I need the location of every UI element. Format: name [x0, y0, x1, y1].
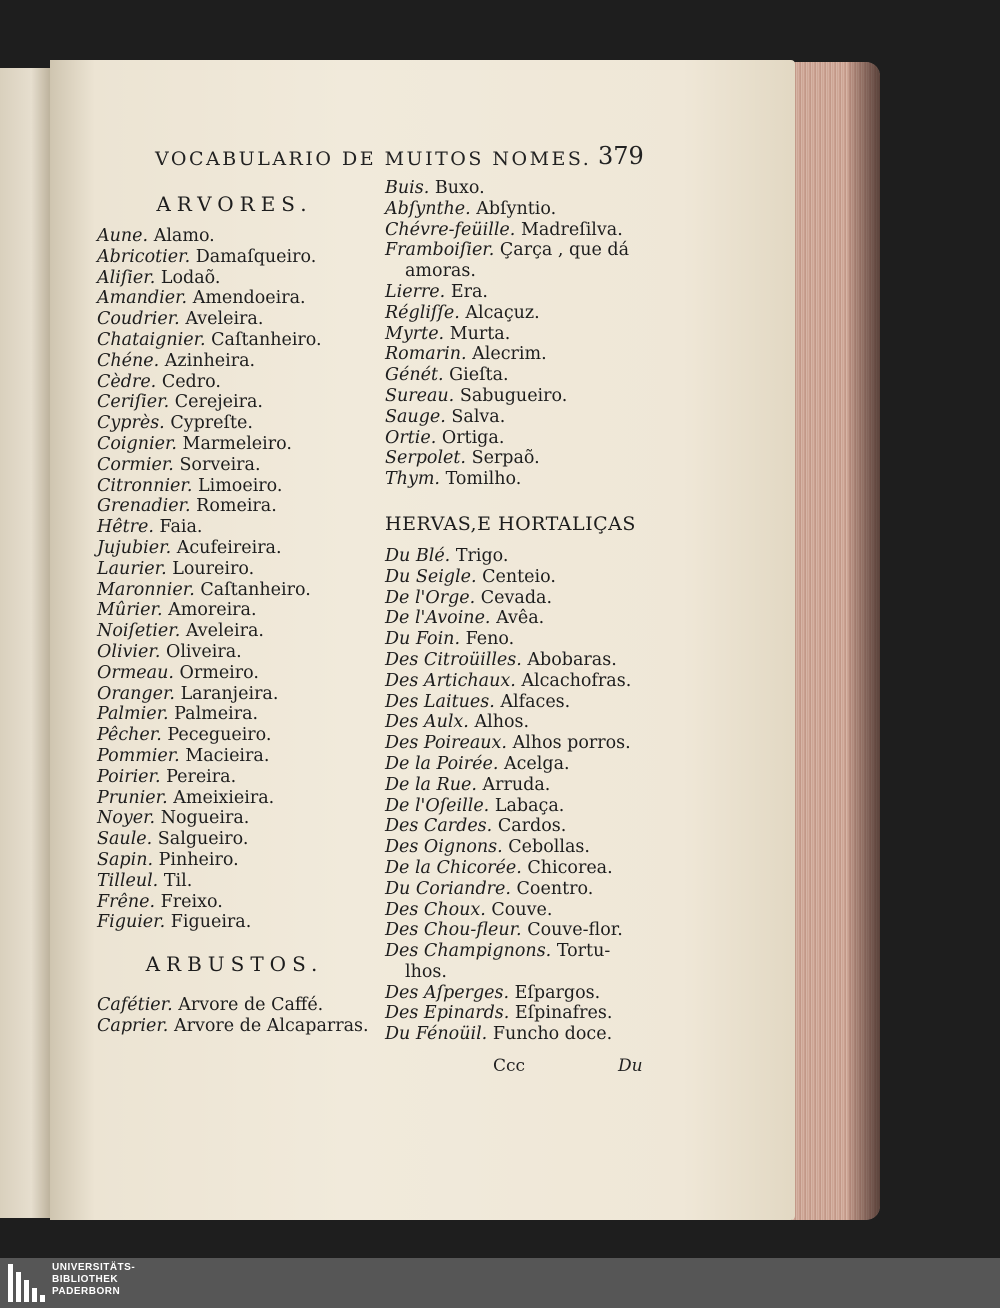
- entry-portuguese-term: Palmeira.: [174, 704, 259, 725]
- entry-line: [97, 580, 372, 601]
- entry-french-term: Saule.: [97, 829, 153, 850]
- entry-line: [97, 496, 372, 517]
- entry-line: [97, 912, 372, 933]
- running-title: VOCABULARIO DE MUITOS NOMES.: [155, 148, 592, 170]
- entry-french-term: Caprier.: [97, 1015, 169, 1036]
- entry-line: [97, 434, 372, 455]
- entry-portuguese-term: Alcaçuz.: [465, 302, 540, 323]
- entry-french-term: Abricotier.: [97, 246, 191, 267]
- entry-portuguese-term: Couve.: [491, 899, 553, 920]
- entry-french-term: Du Coriandre.: [385, 878, 511, 899]
- entry-line: [97, 850, 372, 871]
- entry-continuation: amoras.: [405, 261, 476, 282]
- entry-portuguese-term: Acelga.: [503, 753, 570, 774]
- entry-line: [385, 816, 660, 837]
- entry-line: [97, 330, 372, 351]
- signature-mark: Ccc: [493, 1056, 526, 1076]
- entry-french-term: Des Aulx.: [385, 712, 469, 733]
- entry-list-arbustos: [97, 995, 372, 1037]
- entry-portuguese-term: Sabugueiro.: [459, 385, 568, 406]
- entry-french-term: Coignier.: [97, 433, 177, 454]
- catchword: Du: [618, 1056, 643, 1076]
- entry-portuguese-term: Salgueiro.: [157, 829, 249, 850]
- entry-french-term: Chévre-feüille.: [385, 219, 516, 240]
- entry-portuguese-term: Alcachofras.: [521, 670, 632, 691]
- entry-portuguese-term: Alfaces.: [500, 691, 571, 712]
- entry-line: [385, 608, 660, 629]
- entry-line: [385, 920, 660, 941]
- entry-line: [97, 621, 372, 642]
- entry-french-term: Oranger.: [97, 683, 175, 704]
- entry-french-term: Cèdre.: [97, 371, 157, 392]
- entry-line: [97, 517, 372, 538]
- entry-french-term: Lierre.: [385, 281, 446, 302]
- entry-french-term: Figuier.: [97, 912, 166, 933]
- entry-portuguese-term: Tomilho.: [445, 469, 522, 490]
- entry-portuguese-term: Labaça.: [494, 795, 565, 816]
- entry-portuguese-term: Pecegueiro.: [167, 725, 272, 746]
- entry-line: [385, 240, 660, 261]
- entry-line: [385, 199, 660, 220]
- entry-portuguese-term: Amendoeira.: [192, 288, 306, 309]
- entry-french-term: Génét.: [385, 365, 444, 386]
- entry-line: [97, 476, 372, 497]
- section-heading-arvores: ARVORES.: [156, 192, 313, 216]
- entry-french-term: De la Poirée.: [385, 753, 499, 774]
- entry-french-term: Pêcher.: [97, 725, 162, 746]
- entry-line: [385, 344, 660, 365]
- entry-portuguese-term: Cardos.: [497, 816, 567, 837]
- library-name: [52, 1262, 135, 1298]
- entry-portuguese-term: Azinheira.: [164, 350, 256, 371]
- entry-french-term: Noyer.: [97, 808, 156, 829]
- entry-portuguese-term: Ormeiro.: [179, 662, 259, 683]
- entry-line: [97, 642, 372, 663]
- entry-portuguese-term: Alecrim.: [472, 344, 547, 365]
- entry-line: [385, 629, 660, 650]
- entry-french-term: Des Epinards.: [385, 1003, 510, 1024]
- entry-line: [97, 808, 372, 829]
- entry-french-term: Myrte.: [385, 323, 445, 344]
- entry-line: [97, 767, 372, 788]
- entry-portuguese-term: Buxo.: [434, 178, 485, 198]
- entry-portuguese-term: Murta.: [449, 323, 511, 344]
- entry-french-term: Noiſetier.: [97, 621, 181, 642]
- entry-portuguese-term: Limoeiro.: [198, 475, 283, 496]
- entry-portuguese-term: Çarça , que dá: [499, 240, 630, 261]
- entry-portuguese-term: Marmeleiro.: [182, 433, 292, 454]
- entry-portuguese-term: Abobaras.: [527, 649, 617, 670]
- entry-portuguese-term: Coentro.: [516, 878, 594, 899]
- page-number: 379: [598, 142, 644, 170]
- entry-line: [97, 455, 372, 476]
- library-logo-icon: [8, 1264, 46, 1302]
- entry-portuguese-term: Arvore de Alcaparras.: [173, 1015, 369, 1036]
- section-heading-hervas: HERVAS,E HORTALIÇAS: [385, 512, 636, 535]
- entry-portuguese-term: Salva.: [451, 406, 506, 427]
- entry-line: [97, 995, 372, 1016]
- entry-french-term: Sapin.: [97, 849, 154, 870]
- entry-line: [385, 754, 660, 775]
- entry-line: [97, 829, 372, 850]
- entry-line: [385, 1024, 660, 1045]
- entry-french-term: Du Fénoüil.: [385, 1024, 488, 1045]
- entry-french-term: Thym.: [385, 469, 440, 490]
- entry-french-term: Des Citroüilles.: [385, 649, 522, 670]
- entry-list-hervas: [385, 546, 660, 1045]
- entry-line: [97, 684, 372, 705]
- entry-french-term: Régliſſe.: [385, 302, 460, 323]
- library-name-line3: PADERBORN: [52, 1286, 121, 1297]
- entry-line: [385, 546, 660, 567]
- entry-french-term: Du Seigle.: [385, 566, 477, 587]
- entry-french-term: Des Artichaux.: [385, 670, 516, 691]
- entry-portuguese-term: Cedro.: [161, 371, 221, 392]
- entry-french-term: Des Choux.: [385, 899, 486, 920]
- entry-line: [97, 704, 372, 725]
- entry-portuguese-term: Trigo.: [455, 545, 509, 566]
- entry-portuguese-term: Alhos.: [474, 712, 530, 733]
- entry-portuguese-term: Cerejeira.: [174, 392, 263, 413]
- entry-portuguese-term: Arvore de Caffé.: [178, 995, 324, 1016]
- entry-line: [97, 226, 372, 247]
- entry-line: [97, 413, 372, 434]
- entry-line: [385, 796, 660, 817]
- entry-french-term: Des Oignons.: [385, 837, 503, 858]
- entry-french-term: Cyprès.: [97, 413, 165, 434]
- entry-portuguese-term: Madreſilva.: [520, 219, 623, 240]
- entry-portuguese-term: Gieſta.: [449, 365, 509, 386]
- entry-french-term: De l'Oſeille.: [385, 795, 490, 816]
- entry-portuguese-term: Alhos porros.: [512, 733, 631, 754]
- entry-line: [97, 788, 372, 809]
- entry-french-term: Chéne.: [97, 350, 160, 371]
- entry-line: [385, 879, 660, 900]
- entry-french-term: Laurier.: [97, 558, 167, 579]
- entry-line: [385, 178, 660, 199]
- entry-portuguese-term: Funcho doce.: [492, 1024, 613, 1045]
- entry-portuguese-term: Ortiga.: [441, 427, 505, 448]
- entry-french-term: Pommier.: [97, 745, 180, 766]
- left-column: [97, 182, 372, 1037]
- entry-french-term: Ortie.: [385, 427, 437, 448]
- library-name-line2: BIBLIOTHEK: [52, 1274, 119, 1285]
- entry-portuguese-term: Til.: [163, 870, 193, 891]
- entry-french-term: Olivier.: [97, 641, 161, 662]
- entry-french-term: Des Aſperges.: [385, 982, 510, 1003]
- entry-line: [385, 837, 660, 858]
- entry-french-term: Buis.: [385, 178, 430, 198]
- entry-line: [385, 282, 660, 303]
- entry-portuguese-term: Damaſqueiro.: [195, 246, 317, 267]
- entry-french-term: De la Chicorée.: [385, 857, 522, 878]
- entry-line: [97, 351, 372, 372]
- entry-portuguese-term: Amoreira.: [168, 600, 257, 621]
- entry-line: [385, 386, 660, 407]
- entry-portuguese-term: Eſpinafres.: [514, 1003, 613, 1024]
- entry-line: [385, 567, 660, 588]
- entry-french-term: Mûrier.: [97, 600, 163, 621]
- entry-line: [385, 650, 660, 671]
- entry-french-term: Des Chou-fleur.: [385, 920, 522, 941]
- entry-line: [385, 588, 660, 609]
- entry-line: [97, 663, 372, 684]
- entry-french-term: De l'Orge.: [385, 587, 476, 608]
- entry-line: [97, 309, 372, 330]
- entry-line: [385, 692, 660, 713]
- entry-line: [385, 900, 660, 921]
- entry-line: [385, 303, 660, 324]
- entry-portuguese-term: Chicorea.: [527, 857, 613, 878]
- entry-line: [385, 733, 660, 754]
- library-footer-bar: [0, 1258, 1000, 1308]
- entry-french-term: Maronnier.: [97, 579, 195, 600]
- entry-portuguese-term: Pereira.: [166, 766, 237, 787]
- entry-portuguese-term: Ameixieira.: [173, 787, 275, 808]
- entry-portuguese-term: Cypreſte.: [170, 413, 253, 434]
- entry-line: [385, 324, 660, 345]
- entry-french-term: Ceriſier.: [97, 392, 170, 413]
- library-name-line1: UNIVERSITÄTS-: [52, 1262, 136, 1273]
- entry-portuguese-term: Nogueira.: [160, 808, 250, 829]
- entry-french-term: Chataignier.: [97, 329, 206, 350]
- entry-line: [97, 600, 372, 621]
- entry-portuguese-term: Arruda.: [482, 774, 551, 795]
- entry-portuguese-term: Oliveira.: [165, 641, 242, 662]
- entry-portuguese-term: Freixo.: [160, 891, 223, 912]
- entry-line: [385, 407, 660, 428]
- entry-french-term: Grenadier.: [97, 496, 191, 517]
- entry-portuguese-term: Romeira.: [196, 496, 277, 517]
- entry-portuguese-term: Tortu-: [556, 941, 611, 962]
- entry-portuguese-term: Centeio.: [482, 566, 556, 587]
- entry-french-term: Cormier.: [97, 454, 174, 475]
- entry-line: [97, 725, 372, 746]
- entry-line: [97, 892, 372, 913]
- entry-line: [385, 941, 660, 962]
- entry-french-term: Romarin.: [385, 344, 467, 365]
- entry-french-term: Sureau.: [385, 385, 455, 406]
- entry-portuguese-term: Serpaõ.: [471, 448, 540, 469]
- entry-french-term: Amandier.: [97, 288, 188, 309]
- entry-line: [385, 469, 660, 490]
- entry-french-term: Coudrier.: [97, 309, 180, 330]
- entry-line: [385, 671, 660, 692]
- entry-line: [385, 1003, 660, 1024]
- entry-french-term: Prunier.: [97, 787, 168, 808]
- entry-portuguese-term: Caſtanheiro.: [211, 329, 322, 350]
- entry-portuguese-term: Cebollas.: [508, 837, 590, 858]
- entry-french-term: Des Champignons.: [385, 941, 552, 962]
- entry-line: [385, 428, 660, 449]
- entry-list-shrubs: [385, 178, 660, 490]
- entry-line: [97, 247, 372, 268]
- entry-line: [97, 538, 372, 559]
- entry-french-term: Framboiſier.: [385, 240, 495, 261]
- entry-french-term: De l'Avoine.: [385, 608, 491, 629]
- entry-french-term: Ormeau.: [97, 662, 174, 683]
- entry-portuguese-term: Sorveira.: [179, 454, 261, 475]
- entry-portuguese-term: Laranjeira.: [180, 683, 279, 704]
- entry-french-term: Cafétier.: [97, 995, 173, 1016]
- entry-portuguese-term: Abſyntio.: [476, 198, 557, 219]
- entry-french-term: Des Cardes.: [385, 816, 493, 837]
- entry-french-term: Frêne.: [97, 891, 156, 912]
- entry-line: [385, 775, 660, 796]
- entry-line: [385, 983, 660, 1004]
- entry-french-term: Aliſier.: [97, 267, 156, 288]
- entry-line: [97, 288, 372, 309]
- entry-french-term: Jujubier.: [97, 537, 172, 558]
- entry-french-term: Tilleul.: [97, 870, 159, 891]
- entry-line: [385, 220, 660, 241]
- entry-french-term: Du Foin.: [385, 629, 461, 650]
- entry-french-term: Sauge.: [385, 406, 446, 427]
- entry-portuguese-term: Macieira.: [185, 745, 270, 766]
- entry-portuguese-term: Acufeireira.: [176, 537, 282, 558]
- entry-portuguese-term: Loureiro.: [172, 558, 255, 579]
- entry-french-term: Hêtre.: [97, 517, 154, 538]
- entry-list-arvores: [97, 226, 372, 933]
- entry-portuguese-term: Couve-flor.: [527, 920, 623, 941]
- entry-french-term: Palmier.: [97, 704, 169, 725]
- entry-french-term: Des Laitues.: [385, 691, 495, 712]
- entry-continuation: lhos.: [405, 961, 447, 982]
- entry-portuguese-term: Lodaõ.: [160, 267, 221, 288]
- entry-portuguese-term: Feno.: [465, 629, 515, 650]
- entry-portuguese-term: Cevada.: [480, 587, 553, 608]
- entry-portuguese-term: Aveleira.: [185, 309, 264, 330]
- entry-french-term: Serpolet.: [385, 448, 466, 469]
- entry-portuguese-term: Faia.: [159, 517, 203, 538]
- entry-french-term: De la Rue.: [385, 774, 477, 795]
- book-fore-edge-shadow: [848, 62, 880, 1220]
- entry-french-term: Abſynthe.: [385, 198, 471, 219]
- entry-french-term: Du Blé.: [385, 545, 451, 566]
- right-column: [385, 178, 660, 1045]
- entry-line: [97, 392, 372, 413]
- section-heading-arbustos: ARBUSTOS.: [145, 952, 324, 977]
- entry-french-term: Aune.: [97, 226, 149, 246]
- entry-line: [97, 1016, 372, 1037]
- entry-portuguese-term: Avêa.: [496, 608, 545, 629]
- entry-line: [385, 712, 660, 733]
- entry-line: [97, 871, 372, 892]
- entry-french-term: Poirier.: [97, 766, 161, 787]
- entry-portuguese-term: Caſtanheiro.: [200, 579, 311, 600]
- facing-page-edge: [0, 68, 52, 1218]
- entry-line: [97, 268, 372, 289]
- entry-line: [97, 746, 372, 767]
- entry-french-term: Des Poireaux.: [385, 733, 507, 754]
- entry-line: [385, 448, 660, 469]
- entry-portuguese-term: Figueira.: [170, 912, 252, 933]
- entry-line: [385, 858, 660, 879]
- entry-portuguese-term: Era.: [450, 281, 488, 302]
- entry-portuguese-term: Eſpargos.: [514, 982, 601, 1003]
- entry-portuguese-term: Aveleira.: [185, 621, 264, 642]
- entry-line: [97, 559, 372, 580]
- entry-line: [385, 365, 660, 386]
- entry-line: [97, 372, 372, 393]
- entry-french-term: Citronnier.: [97, 475, 193, 496]
- entry-portuguese-term: Pinheiro.: [158, 849, 239, 870]
- entry-portuguese-term: Alamo.: [153, 226, 215, 246]
